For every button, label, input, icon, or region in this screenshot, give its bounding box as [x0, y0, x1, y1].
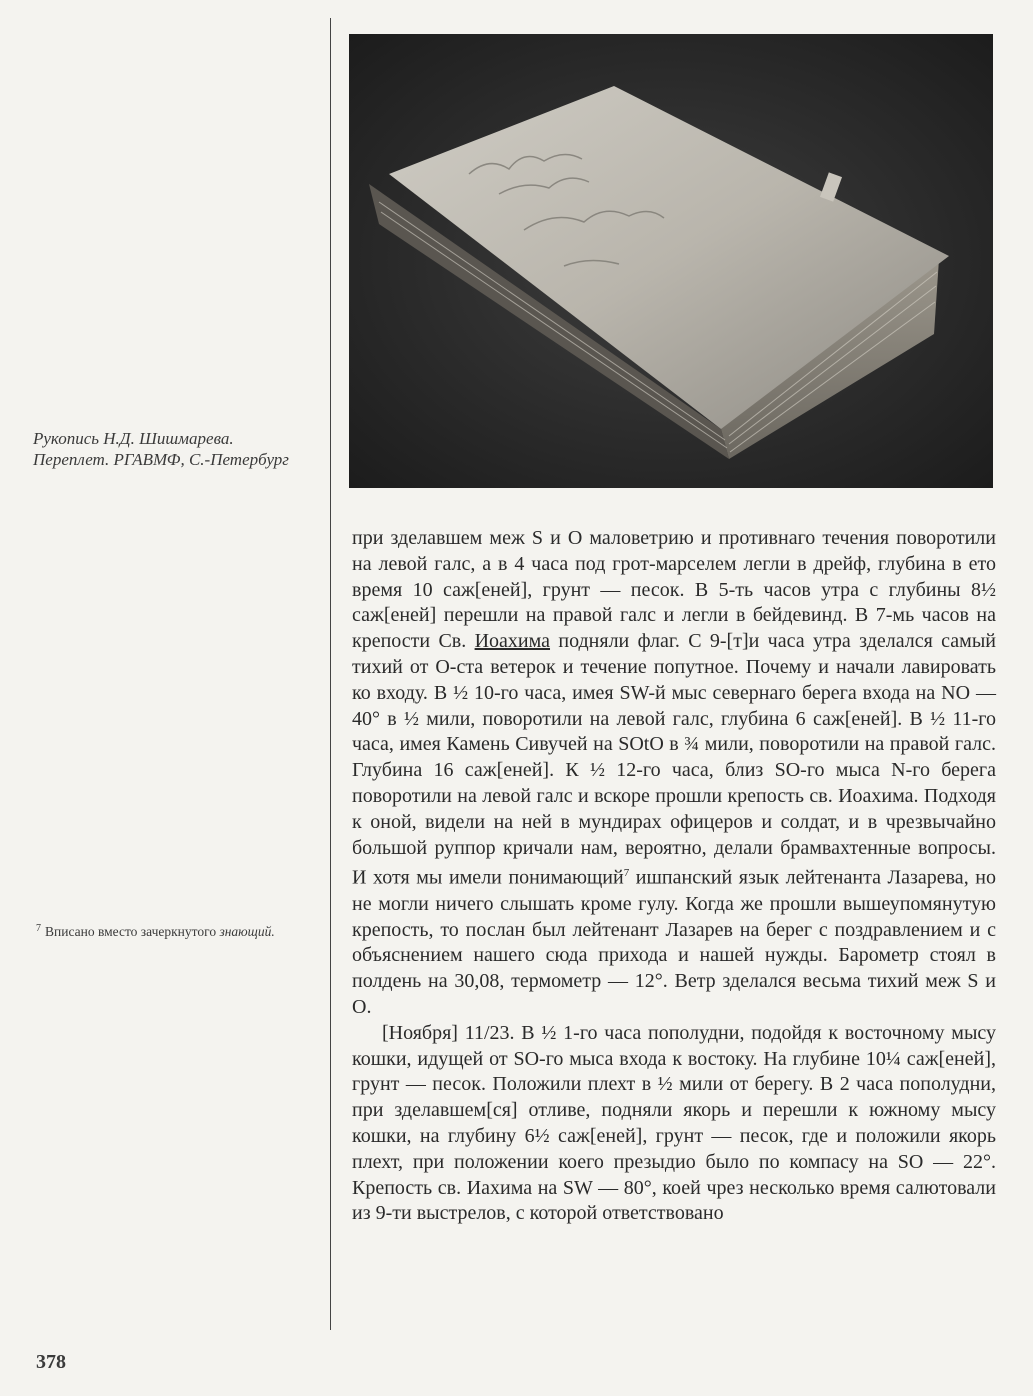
paragraph-text: ишпанский язык лейтенанта Лазарева, но не могли ничего слышать кроме гулу. Когда же прошли вышеупомянутую крепость, то послан был лейтенант Лазарев на берег с поздравлением и с объяснением нашего сюда прихода и нашей нужды. Барометр стоял в полдень на 30,08, термометр — 12°. Ветр зделался весьма тихий меж S и O. — [352, 867, 996, 1018]
footnote-number: 7 — [36, 922, 41, 934]
underlined-word: Иоахима — [474, 630, 551, 653]
page-number: 378 — [36, 1351, 66, 1373]
paragraph — [352, 526, 996, 1021]
footnote-reference: 7 — [623, 867, 630, 880]
footnote-word: знающий. — [219, 924, 275, 939]
body-text — [352, 526, 996, 1227]
footnote-text: Вписано вместо зачеркнутого — [45, 924, 217, 939]
footnote — [36, 922, 308, 941]
figure-caption: Рукопись Н.Д. Шишмарева. Переплет. РГАВМФ, С.-Петербург — [33, 429, 289, 469]
paragraph-text: подняли флаг. С 9-[т]и часа утра зделался самый тихий от O-ста ветерок и течение попутное. Почему и начали лавировать ко входу. В ½ 10-го часа, имея SW-й мыс севернаго берега входа на NO — 40° в ½ мили, поворотили на левой галс, глубина 6 саж[еней]. В ½ 11-го часа, имея Камень Сивучей на SOtO в ¾ мили, поворотили на правой галс. Глубина 16 саж[еней]. К ½ 12-го часа, близ SO-го мыса N-го берега поворотили на левой галс и вскоре прошли крепость св. Иоахима. Подходя к оной, видели на ней в мундирах офицеров и солдат, и в чрезвычайно большой руппор кричали нам, вероятно, делали брамвахтенные вопросы. И хотя мы имели понимающий — [352, 630, 996, 890]
column-divider — [330, 18, 331, 1330]
paragraph: [Ноября] 11/23. В ½ 1-го часа пополудни, подойдя к восточному мысу кошки, идущей от SO-го мыса входа к востоку. На глубине 10¼ саж[еней], грунт — песок. Положили плехт в ½ мили от берегу. В 2 часа пополудни, при зделавшем[ся] отливе, подняли якорь и перешли к южному мысу кошки, на глубину 6½ саж[еней], грунт — песок, где и положили якорь плехт, при положении коего презыдио было по компасу на SO — 22°. Крепость св. Иахима на SW — 80°, коей чрез несколько время салютовали из 9-ти выстрелов, с которой ответствовано — [352, 1021, 996, 1225]
paragraph-text: при зделавшем меж S и O маловетрию и противнаго течения поворотили на левой галс, а в 4 часа под грот-марселем легли в дрейф, глубина в ето время 10 саж[еней], грунт — песок. В 5-ть часов утра с глубины 8½ саж[еней] перешли на правой галс и легли в бейдевинд. В 7-мь часов на крепости Св. — [352, 527, 996, 653]
manuscript-photo — [349, 34, 993, 488]
